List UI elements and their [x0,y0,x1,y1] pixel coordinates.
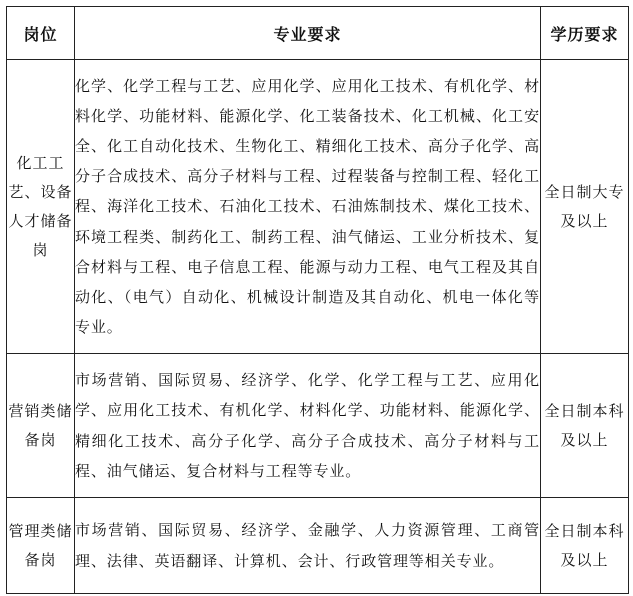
education-text: 全日制本科及以上 [544,401,625,449]
major-text: 市场营销、国际贸易、经济学、金融学、人力资源管理、工商管理、法律、英语翻译、计算机、会计、行政管理等相关专业。 [75,521,540,570]
table-row [7,354,629,498]
education-text: 全日制本科及以上 [544,521,625,569]
major-text: 化学、化学工程与工艺、应用化学、应用化工技术、有机化学、材料化学、功能材料、能源化学、化工装备技术、化工机械、化工安全、化工自动化技术、生物化工、精细化工技术、高分子化学、高分子合成技术、高分子材料与工程、过程装备与控制工程、轻化工程、海洋化工技术、石油化工技术、石油炼制技术、煤化工技术、环境工程类、制药化工、制药工程、油气储运、工业分析技术、复合材料与工程、电子信息工程、能源与动力工程、电气工程及其自动化、（电气）自动化、机械设计制造及其自动化、机电一体化等专业。 [75,76,540,337]
position-text: 化工工艺、设备人才储备岗 [8,153,73,259]
education-cell [541,498,629,594]
education-text: 全日制大专及以上 [544,182,625,230]
position-text: 管理类储备岗 [8,521,73,569]
position-cell [7,354,75,498]
position-cell [7,498,75,594]
position-cell [7,60,75,354]
major-cell [75,498,541,594]
requirements-table [6,6,629,594]
table-row [7,60,629,354]
major-cell [75,354,541,498]
header-major: 专业要求 [75,7,541,60]
education-cell [541,354,629,498]
header-row [7,7,629,60]
table-row [7,498,629,594]
major-text: 市场营销、国际贸易、经济学、化学、化学工程与工艺、应用化学、应用化工技术、有机化学、材料化学、功能材料、能源化学、精细化工技术、高分子化学、高分子合成技术、高分子材料与工程、油气储运、复合材料与工程等专业。 [75,371,540,480]
position-text: 营销类储备岗 [8,401,73,449]
header-position: 岗位 [7,7,75,60]
education-cell [541,60,629,354]
header-education: 学历要求 [541,7,629,60]
major-cell [75,60,541,354]
